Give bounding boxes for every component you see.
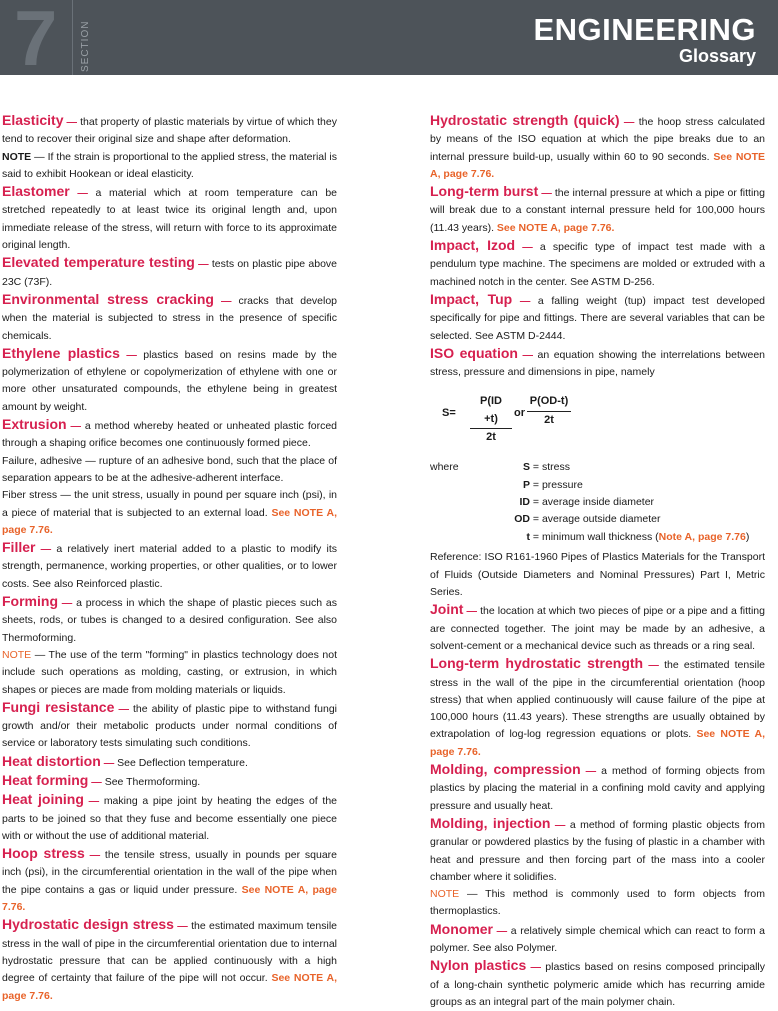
definition-row: [480, 511, 749, 528]
equation-lhs: S=: [442, 407, 456, 420]
term-title: Elevated temperature testing: [2, 254, 195, 271]
dash: —: [554, 818, 566, 831]
term-title: Molding, compression: [430, 761, 581, 778]
dash: —: [34, 150, 45, 163]
note-reference-link[interactable]: See NOTE A, page 7.76.: [496, 221, 615, 234]
entry-hoop: [2, 845, 337, 916]
note-reference-link[interactable]: See NOTE A, page 7.76.: [2, 972, 337, 1002]
page-header: [0, 0, 778, 82]
symbol: S: [522, 461, 530, 474]
term-definition: making a pipe joint by heating the edges of the parts to be joined so that they fuse and become essentially one piece with or without the use of additional material.: [2, 795, 337, 842]
term-definition: a relatively inert material added to a plastic to modify its strength, permanence, working properties, or other qualities, or to lower costs. See also Reinforced plastic.: [2, 543, 337, 590]
entry-extrusion: [2, 416, 337, 453]
dash: —: [91, 775, 102, 788]
term-title: Ethylene plastics: [2, 344, 120, 361]
term-title: Monomer: [430, 920, 493, 937]
term-definition: the estimated tensile stress in the wall of the pipe in the circumferential orientation (hoop stress) that when applied continuously will cause failure of the pipe at 100,000 hours (11.43 years). These strengths are usually obtained by extrapolation of log-log regression equations or plots.: [430, 659, 765, 741]
note-label: NOTE: [430, 888, 460, 901]
entry-elastomer: [2, 183, 337, 254]
entry-elevated: [2, 254, 337, 291]
term-definition: an equation showing the interrelations between stress, pressure and dimensions in pipe, namely: [430, 348, 766, 379]
dash: —: [126, 348, 137, 361]
symbol-meaning: = average inside diameter: [532, 496, 655, 509]
iso-equation: [430, 393, 765, 453]
numerator: P(ID +t): [470, 393, 512, 429]
entry-note: [2, 647, 337, 699]
dash: —: [34, 648, 46, 661]
term-title: Hydrostatic strength (quick): [430, 112, 620, 128]
dash: —: [61, 597, 73, 610]
entry-heat-distortion: [2, 753, 337, 772]
dash: —: [496, 924, 508, 937]
dash: —: [220, 294, 232, 307]
symbol-meaning: = average outside diameter: [532, 513, 661, 526]
term-title: Heat joining: [2, 791, 84, 808]
dash: —: [466, 605, 478, 618]
term-definition: a process in which the shape of plastic pieces such as sheets, rods, or tubes is changed to a desired configuration. See also Thermoforming.: [2, 597, 337, 644]
dash: —: [40, 543, 52, 556]
dash: —: [198, 258, 209, 271]
note-label: NOTE: [2, 150, 32, 163]
section-number: 7: [14, 0, 58, 82]
dash: —: [66, 116, 78, 128]
entry-heat-joining: [2, 791, 337, 845]
term-definition: Fiber stress — the unit stress, usually in pound per square inch (psi), in a piece of material that is subjected to an external load.: [2, 489, 337, 519]
dash: —: [118, 702, 129, 715]
term-definition: cracks that develop when the material is subjected to stress in the presence of specific chemicals.: [2, 294, 338, 342]
term-title: Joint: [430, 601, 464, 618]
definition-row: [480, 477, 749, 494]
symbol-meaning: = minimum wall thickness (: [532, 530, 659, 543]
entry-forming: [2, 593, 337, 647]
symbol-meaning: = stress: [532, 461, 570, 474]
term-definition: a method of forming plastic objects from granular or powdered plastics by the fusing of plastic in a chamber with heat and pressure and then forcing part of the mass into a cooler chamber where it solidifies.: [430, 818, 765, 883]
term-definition: plastics based on resins composed principally of a long-chain synthetic polymeric amide which has recurring amide groups as an integral part of the main polymer chain.: [430, 961, 766, 1008]
term-definition: a material which at room temperature can be stretched repeatedly to at least twice its original length and, upon immediate release of the stress, will return with force to its approximate original length.: [2, 187, 337, 252]
dash: —: [648, 659, 659, 672]
entry-filler: [2, 539, 337, 593]
entry-fungi: [2, 699, 337, 753]
fraction-od: [527, 393, 571, 429]
dash: —: [88, 795, 100, 808]
page-subtitle: Glossary: [678, 46, 756, 66]
term-title: Fungi resistance: [2, 698, 115, 715]
term-definition: the location at which two pieces of pipe or a pipe and a fitting are connected together. The joint may be made by an adhesive, a solvent-cement or a mechanical device such as threads or a ring seal.: [430, 605, 765, 652]
term-title: Hoop stress: [2, 845, 85, 862]
note-reference-link[interactable]: See NOTE A, page 7.76.: [430, 728, 765, 758]
term-title: Heat distortion: [2, 752, 101, 769]
right-column: [430, 112, 765, 1011]
term-definition: tests on plastic pipe above 23C (73F).: [2, 258, 338, 288]
term-definition: See Deflection temperature.: [117, 756, 248, 769]
term-title: Environmental stress cracking: [2, 290, 214, 307]
equation-or: or: [514, 407, 525, 420]
entry-failure: Failure, adhesive — rupture of an adhesive bond, such that the place of separation appears to be at the adhesive-adherent interface.: [2, 454, 337, 484]
dash: —: [522, 348, 533, 361]
denominator: 2t: [544, 413, 554, 426]
entry-molding-injection: [430, 815, 765, 886]
numerator: P(OD-t): [527, 393, 571, 411]
entry-hds: [2, 916, 337, 1004]
page-title: ENGINEERING: [533, 12, 756, 47]
dash: —: [70, 420, 81, 433]
note-reference-link[interactable]: Note A, page 7.76: [658, 530, 746, 543]
denominator: 2t: [486, 431, 496, 444]
symbol: t: [526, 530, 530, 543]
entry-reference: Reference: ISO R161-1960 Pipes of Plastics Materials for the Transport of Fluids (Outside Diameters and Nominal Pressures) Part I, Metric Series.: [430, 551, 765, 599]
entry-hsq: [430, 112, 765, 183]
term-definition: a method of forming objects from plastics by placing the material in a confining mold cavity and applying pressure and usually heat.: [430, 765, 765, 812]
dash: —: [530, 961, 542, 974]
note-text: If the strain is proportional to the applied stress, the material is said to exhibit Hookean or ideal elasticity.: [2, 150, 337, 180]
section-divider: [72, 0, 73, 75]
dash: —: [177, 920, 188, 933]
definition-list: [480, 459, 749, 545]
term-title: Filler: [2, 539, 36, 556]
term-title: Impact, Izod: [430, 237, 516, 254]
entry-heat-forming: [2, 772, 337, 791]
entry-ltb: [430, 183, 765, 237]
term-definition: the ability of plastic pipe to withstand fungi growth and/or their metabolic products under normal conditions of service or laboratory tests simulating such conditions.: [2, 702, 337, 750]
entry-tup: [430, 291, 765, 345]
entry-note: [430, 886, 765, 921]
symbol: OD: [514, 513, 530, 526]
term-definition: a method whereby heated or unheated plastic forced through a shaping orifice becomes one continuously formed piece.: [2, 420, 338, 450]
term-title: Forming: [2, 593, 58, 610]
term-definition: that property of plastic materials by virtue of which they tend to recover their original size and shape after deformation.: [2, 116, 337, 146]
dash: —: [541, 187, 552, 200]
definition-row: [480, 459, 749, 476]
dash: —: [519, 294, 531, 307]
note-reference-link[interactable]: See NOTE A, page 7.76.: [2, 506, 338, 536]
note-text: This method is commonly used to form objects from thermoplastics.: [430, 888, 765, 918]
term-title: Molding, injection: [430, 814, 551, 831]
term-title: Elasticity: [2, 112, 64, 128]
entry-lths: [430, 655, 765, 761]
equation-definitions: [430, 459, 765, 549]
dash: —: [522, 241, 533, 254]
entry-note: [2, 149, 337, 184]
symbol: P: [522, 478, 530, 491]
term-definition: See Thermoforming.: [104, 775, 201, 788]
term-title: Extrusion: [2, 416, 67, 433]
term-title: Elastomer: [2, 183, 70, 200]
symbol-meaning: = pressure: [532, 478, 583, 491]
term-definition: the internal pressure at which a pipe or fitting will break due to a constant internal pressure held for 100,000 hours (11.43 years).: [430, 187, 765, 234]
term-definition: the hoop stress calculated by means of the ISO equation at which the pipe breaks due to an internal pressure build-up, usually within 60 to 90 seconds.: [430, 116, 765, 163]
entry-izod: [430, 237, 765, 291]
term-title: Hydrostatic design stress: [2, 916, 174, 933]
entry-elasticity: [2, 112, 337, 149]
entry-joint: [430, 601, 765, 655]
term-definition: plastics based on resins made by the polymerization of ethylene or copolymerization of ethylene with one or more other unsaturated compounds, the ethylene being in greatest amount by weight.: [2, 348, 337, 413]
entry-fiber: [2, 487, 337, 539]
dash: —: [623, 116, 635, 128]
entry-esc: [2, 291, 337, 345]
dash: —: [89, 849, 101, 862]
entry-monomer: [430, 921, 765, 958]
where-label: where: [430, 461, 459, 474]
dash: —: [585, 765, 597, 778]
term-definition: a specific type of impact test made with a pendulum type machine. The specimens are molded or extruded with a machined notch in the center. See ASTM D-256.: [430, 241, 766, 288]
note-text: The use of the term "forming" in plastics technology does not include such operations as molding, casting, or extrusion, in which shapes or pieces are made from molding materials or liquids.: [2, 648, 337, 696]
term-title: Long-term burst: [430, 183, 539, 200]
term-definition: a falling weight (tup) impact test developed specifically for pipe and fittings. There are several variables that can be selected. See ASTM D-2444.: [430, 294, 766, 342]
term-title: Long-term hydrostatic strength: [430, 655, 644, 672]
dash: —: [467, 888, 478, 901]
term-title: Heat forming: [2, 771, 89, 788]
dash: —: [103, 756, 115, 769]
term-title: Nylon plastics: [430, 957, 527, 974]
term-definition: the tensile stress, usually in pounds per square inch (psi), in the circumferential orientation in the wall of the pipe when the pipe contains a gas or liquid under pressure.: [2, 849, 337, 896]
symbol: ID: [519, 496, 530, 509]
entry-ethylene: [2, 345, 337, 416]
dash: —: [77, 187, 88, 200]
close-paren: ): [745, 530, 750, 543]
note-reference-link[interactable]: See NOTE A, page 7.76.: [2, 883, 338, 914]
entry-iso: [430, 345, 765, 382]
entry-molding-compression: [430, 761, 765, 815]
definition-row: [480, 494, 749, 511]
term-title: ISO equation: [430, 344, 518, 361]
term-definition: a relatively simple chemical which can react to form a polymer. See also Polymer.: [430, 924, 766, 954]
left-column: [2, 112, 337, 1005]
entry-nylon: [430, 957, 765, 1011]
definition-row: [480, 529, 749, 546]
section-label: SECTION: [80, 20, 91, 72]
note-label: NOTE: [2, 648, 32, 661]
note-reference-link[interactable]: See NOTE A, page 7.76.: [430, 150, 765, 180]
term-definition: the estimated maximum tensile stress in the wall of pipe in the circumferential orientation due to internal hydrostatic pressure that can be applied continuously with a high degree of certainty that failure of the pipe will not occur.: [2, 920, 337, 985]
term-title: Impact, Tup: [430, 290, 513, 307]
fraction-id: [470, 393, 512, 446]
